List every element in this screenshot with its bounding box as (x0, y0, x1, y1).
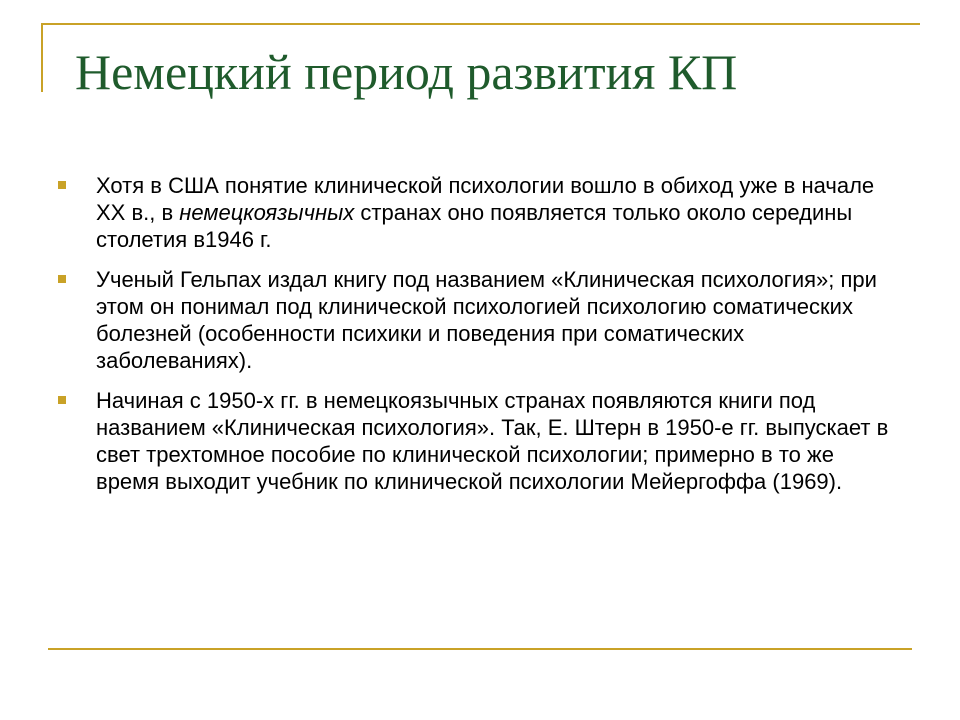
bullet-text-end: странах оно появляется только около середины столетия в1946 г. (96, 200, 853, 252)
bullet-text: Ученый Гельпах издал книгу под названием «Клиническая психология»; при этом он понимал под клинической психологией психологию соматических болезней (особенности психики и поведения при соматических заболеваниях). (96, 267, 877, 373)
bullet-text: Начиная с 1950-х гг. в немецкоязычных странах появляются книги под названием «Клиническая психология». Так, Е. Штерн в 1950-е гг. выпускает в свет трехтомное пособие по клинической психологии; примерно в то же время выходит учебник по клинической психологии Мейергоффа (1969). (96, 388, 889, 494)
bullet-item (58, 266, 898, 374)
frame-bottom-line (48, 648, 912, 650)
bullet-list (58, 172, 898, 508)
bullet-text-start: Хотя в США понятие клинической психологии вошло в обиход уже в начале XX в., в (96, 173, 875, 225)
square-bullet-icon (58, 275, 66, 283)
bullet-item (58, 387, 898, 495)
frame-left-line (41, 23, 43, 92)
slide-title: Немецкий период развития КП (75, 44, 738, 100)
frame-top-line (41, 23, 920, 25)
bullet-text-emphasis: немецкоязычных (179, 200, 355, 225)
square-bullet-icon (58, 396, 66, 404)
square-bullet-icon (58, 181, 66, 189)
bullet-item (58, 172, 898, 253)
